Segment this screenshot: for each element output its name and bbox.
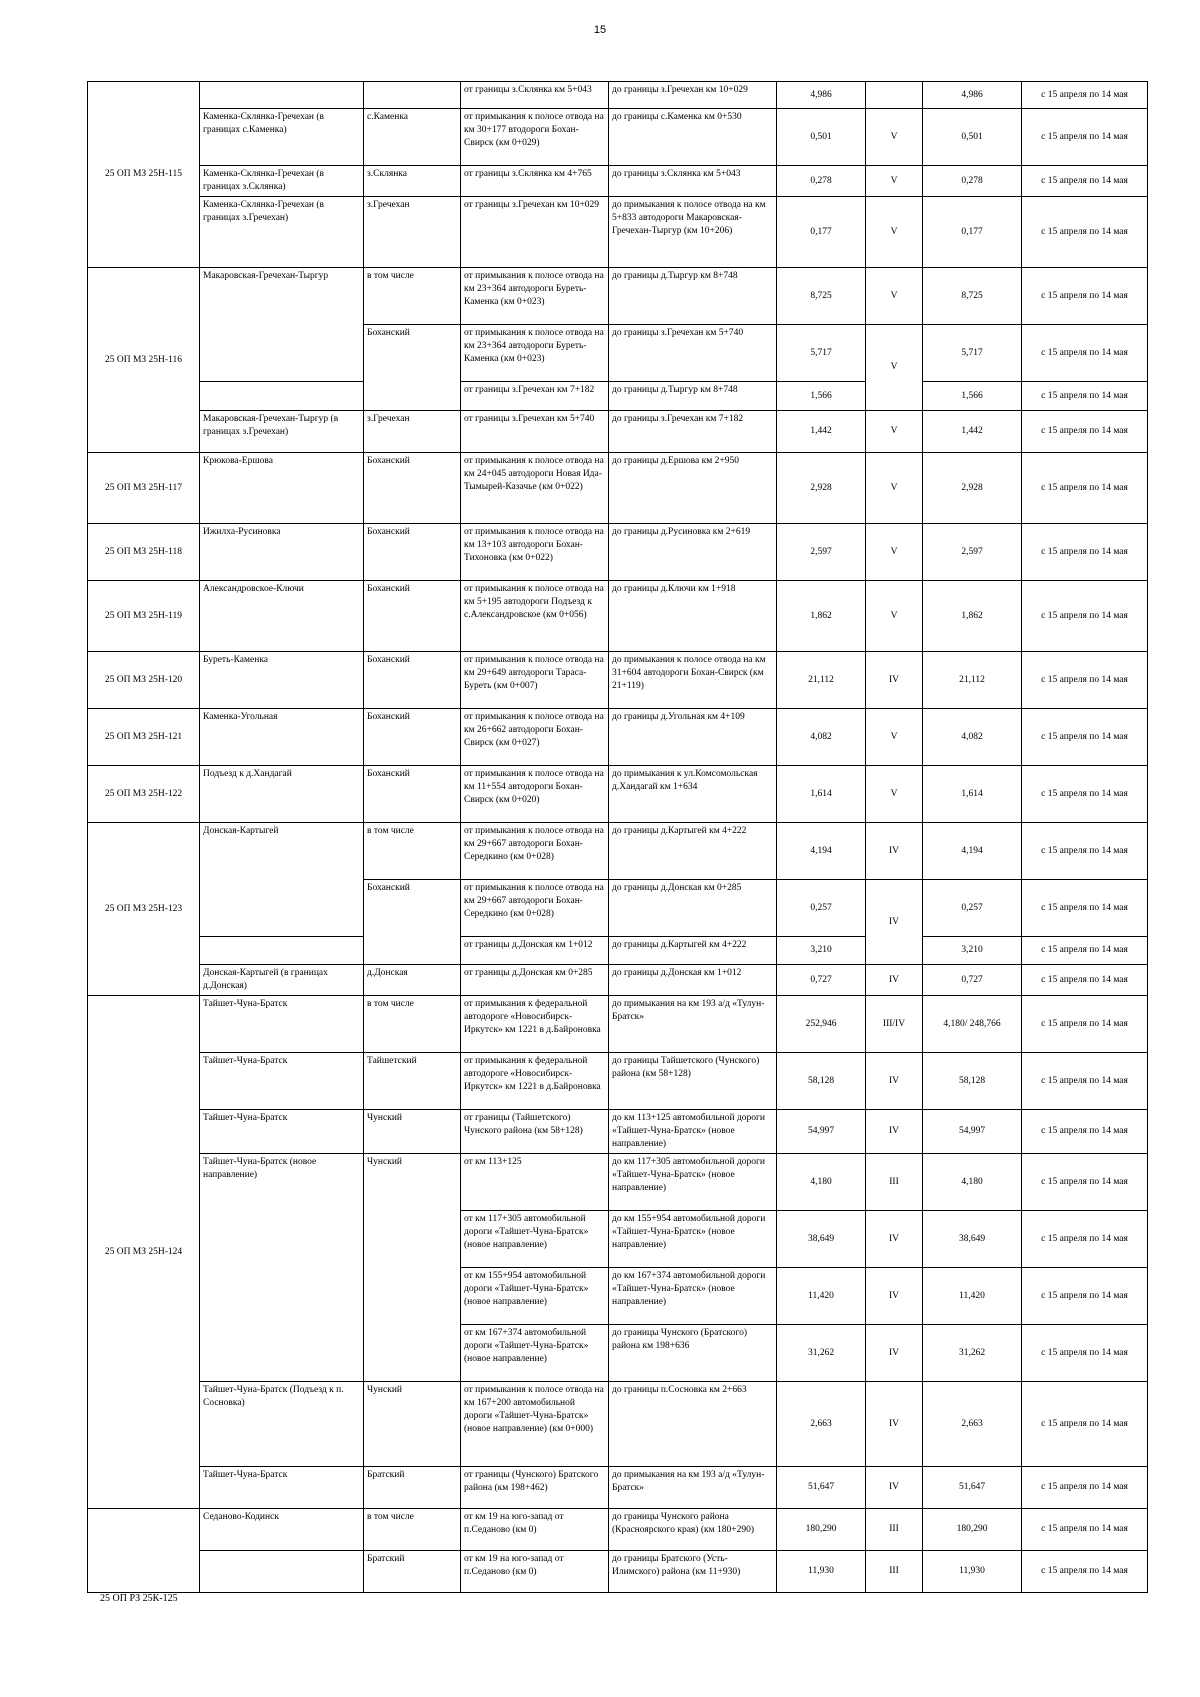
table-row (88, 1053, 1148, 1110)
district: д.Донская (364, 965, 461, 996)
length: 1,614 (777, 766, 866, 823)
road-code: 25 ОП МЗ 25Н-122 (88, 766, 200, 823)
segment-from: от примыкания к полосе отвода на км 29+667 автодороги Бохан-Середкино (км 0+028) (461, 880, 609, 937)
segment-to: до границы Тайшетского (Чунского) района (км 58+128) (609, 1053, 777, 1110)
restricted-length: 3,210 (923, 937, 1022, 965)
restriction-period: с 15 апреля по 14 мая (1022, 166, 1148, 197)
page-number: 15 (593, 24, 607, 36)
length: 180,290 (777, 1509, 866, 1551)
table-row (88, 965, 1148, 996)
segment-to: до границы с.Каменка км 0+530 (609, 109, 777, 166)
length: 0,257 (777, 880, 866, 937)
restriction-period: с 15 апреля по 14 мая (1022, 453, 1148, 524)
road-category: IV (866, 1110, 923, 1154)
segment-from: от границы з.Склянка км 4+765 (461, 166, 609, 197)
table-row (88, 82, 1148, 109)
restriction-period: с 15 апреля по 14 мая (1022, 1551, 1148, 1593)
table-row (88, 996, 1148, 1053)
segment-to: до границы д.Ершова км 2+950 (609, 453, 777, 524)
segment-from: от границы з.Склянка км 5+043 (461, 82, 609, 109)
road-name: Тайшет-Чуна-Братск (200, 996, 364, 1053)
road-name: Буреть-Каменка (200, 652, 364, 709)
segment-to: до границы п.Сосновка км 2+663 (609, 1382, 777, 1467)
district: в том числе (364, 268, 461, 325)
length: 0,278 (777, 166, 866, 197)
restricted-length: 51,647 (923, 1467, 1022, 1509)
restricted-length: 0,177 (923, 197, 1022, 268)
road-category: III (866, 1509, 923, 1551)
road-name: Тайшет-Чуна-Братск (Подъезд к п. Сосновка) (200, 1382, 364, 1467)
segment-to: до границы д.Донская км 1+012 (609, 965, 777, 996)
segment-from: от примыкания к полосе отвода на км 29+649 автодороги Тараса-Буреть (км 0+007) (461, 652, 609, 709)
segment-to: до границы д.Тыргур км 8+748 (609, 268, 777, 325)
road-name: Каменка-Склянка-Гречехан (в границах з.Гречехан) (200, 197, 364, 268)
district: в том числе (364, 1509, 461, 1551)
district: с.Каменка (364, 109, 461, 166)
segment-to: до примыкания к полосе отвода на км 31+604 автодороги Бохан-Свирск (км 21+119) (609, 652, 777, 709)
length: 2,663 (777, 1382, 866, 1467)
district: Боханский (364, 766, 461, 823)
table-row (88, 197, 1148, 268)
road-name: Тайшет-Чуна-Братск (новое направление) (200, 1154, 364, 1382)
table-row (88, 709, 1148, 766)
restricted-length: 2,597 (923, 524, 1022, 581)
district: Боханский (364, 524, 461, 581)
road-category: V (866, 766, 923, 823)
restriction-period: с 15 апреля по 14 мая (1022, 1053, 1148, 1110)
table-row (88, 109, 1148, 166)
restriction-period: с 15 апреля по 14 мая (1022, 82, 1148, 109)
road-category: III/IV (866, 996, 923, 1053)
restriction-period: с 15 апреля по 14 мая (1022, 937, 1148, 965)
length: 54,997 (777, 1110, 866, 1154)
road-name (200, 82, 364, 109)
segment-from: от границы (Тайшетского) Чунского района (км 58+128) (461, 1110, 609, 1154)
segment-to: до границы з.Гречехан км 5+740 (609, 325, 777, 382)
segment-from: от км 19 на юго-запад от п.Седаново (км 0) (461, 1551, 609, 1593)
road-name: Каменка-Угольная (200, 709, 364, 766)
segment-to: до границы Чунского района (Красноярского края) (км 180+290) (609, 1509, 777, 1551)
table-row (88, 453, 1148, 524)
segment-from: от границы з.Гречехан км 10+029 (461, 197, 609, 268)
length: 4,986 (777, 82, 866, 109)
road-category: IV (866, 880, 923, 965)
table-row (88, 524, 1148, 581)
restriction-period: с 15 апреля по 14 мая (1022, 581, 1148, 652)
restriction-period: с 15 апреля по 14 мая (1022, 996, 1148, 1053)
district: Боханский (364, 325, 461, 411)
road-name: Донская-Картыгей (в границах д.Донская) (200, 965, 364, 996)
restriction-period: с 15 апреля по 14 мая (1022, 766, 1148, 823)
length: 3,210 (777, 937, 866, 965)
segment-from: от примыкания к полосе отвода на км 13+103 автодороги Бохан-Тихоновка (км 0+022) (461, 524, 609, 581)
length: 4,082 (777, 709, 866, 766)
restriction-period: с 15 апреля по 14 мая (1022, 1110, 1148, 1154)
segment-to: до км 117+305 автомобильной дороги «Тайшет-Чуна-Братск» (новое направление) (609, 1154, 777, 1211)
road-category: IV (866, 823, 923, 880)
road-code: 25 ОП МЗ 25Н-121 (88, 709, 200, 766)
length: 4,194 (777, 823, 866, 880)
restriction-period: с 15 апреля по 14 мая (1022, 709, 1148, 766)
length: 51,647 (777, 1467, 866, 1509)
road-category: V (866, 709, 923, 766)
restricted-length: 11,420 (923, 1268, 1022, 1325)
district: з.Гречехан (364, 411, 461, 453)
segment-from: от примыкания к полосе отвода на км 29+667 автодороги Бохан-Середкино (км 0+028) (461, 823, 609, 880)
district: Чунский (364, 1382, 461, 1467)
segment-from: от границы д.Донская км 0+285 (461, 965, 609, 996)
restricted-length: 4,986 (923, 82, 1022, 109)
length: 58,128 (777, 1053, 866, 1110)
restricted-length: 1,862 (923, 581, 1022, 652)
district (364, 82, 461, 109)
restriction-period: с 15 апреля по 14 мая (1022, 109, 1148, 166)
road-code: 25 ОП МЗ 25Н-124 (88, 996, 200, 1509)
segment-from: от границы д.Донская км 1+012 (461, 937, 609, 965)
district: Тайшетский (364, 1053, 461, 1110)
segment-from: от примыкания к полосе отвода на км 11+554 автодороги Бохан-Свирск (км 0+020) (461, 766, 609, 823)
segment-to: до границы Чунского (Братского) района км 198+636 (609, 1325, 777, 1382)
length: 4,180 (777, 1154, 866, 1211)
road-code (88, 1509, 200, 1593)
length: 31,262 (777, 1325, 866, 1382)
restriction-period: с 15 апреля по 14 мая (1022, 1509, 1148, 1551)
table-row (88, 1110, 1148, 1154)
restricted-length: 58,128 (923, 1053, 1022, 1110)
segment-to: до км 155+954 автомобильной дороги «Тайшет-Чуна-Братск» (новое направление) (609, 1211, 777, 1268)
restriction-period: с 15 апреля по 14 мая (1022, 411, 1148, 453)
segment-to: до км 167+374 автомобильной дороги «Тайшет-Чуна-Братск» (новое направление) (609, 1268, 777, 1325)
restricted-length: 2,928 (923, 453, 1022, 524)
segment-from: от примыкания к полосе отвода на км 23+364 автодороги Буреть-Каменка (км 0+023) (461, 268, 609, 325)
road-name: Каменка-Склянка-Гречехан (в границах с.Каменка) (200, 109, 364, 166)
restriction-period: с 15 апреля по 14 мая (1022, 1382, 1148, 1467)
restricted-length: 54,997 (923, 1110, 1022, 1154)
table-row (88, 823, 1148, 880)
district: Чунский (364, 1110, 461, 1154)
road-category: V (866, 166, 923, 197)
road-category: V (866, 581, 923, 652)
road-category: IV (866, 965, 923, 996)
segment-to: до границы д.Тыргур км 8+748 (609, 382, 777, 411)
road-category: V (866, 453, 923, 524)
table-row (88, 268, 1148, 325)
length: 2,928 (777, 453, 866, 524)
length: 0,177 (777, 197, 866, 268)
road-code: 25 ОП МЗ 25Н-118 (88, 524, 200, 581)
table-row (88, 652, 1148, 709)
restriction-period: с 15 апреля по 14 мая (1022, 652, 1148, 709)
restricted-length: 11,930 (923, 1551, 1022, 1593)
road-category: IV (866, 1211, 923, 1268)
restricted-length: 180,290 (923, 1509, 1022, 1551)
segment-from: от примыкания к полосе отвода на км 24+045 автодороги Новая Ида-Тымырей-Казачье (км 0+022) (461, 453, 609, 524)
district: Боханский (364, 453, 461, 524)
table-row (88, 166, 1148, 197)
district: в том числе (364, 823, 461, 880)
length: 11,420 (777, 1268, 866, 1325)
road-name: Крюкова-Ершова (200, 453, 364, 524)
road-name: Александровское-Ключи (200, 581, 364, 652)
road-name (200, 382, 364, 411)
restricted-length: 1,566 (923, 382, 1022, 411)
segment-to: до границы з.Гречехан км 10+029 (609, 82, 777, 109)
segment-to: до границы з.Склянка км 5+043 (609, 166, 777, 197)
restricted-length: 1,442 (923, 411, 1022, 453)
segment-from: от км 117+305 автомобильной дороги «Тайшет-Чуна-Братск» (новое направление) (461, 1211, 609, 1268)
district: Боханский (364, 880, 461, 965)
table-row (88, 382, 1148, 411)
road-category: V (866, 268, 923, 325)
district: в том числе (364, 996, 461, 1053)
road-code: 25 ОП МЗ 25Н-123 (88, 823, 200, 996)
restriction-period: с 15 апреля по 14 мая (1022, 1268, 1148, 1325)
restricted-length: 31,262 (923, 1325, 1022, 1382)
segment-from: от км 155+954 автомобильной дороги «Тайшет-Чуна-Братск» (новое направление) (461, 1268, 609, 1325)
length: 0,727 (777, 965, 866, 996)
restriction-period: с 15 апреля по 14 мая (1022, 197, 1148, 268)
road-category: IV (866, 1382, 923, 1467)
table-row (88, 1382, 1148, 1467)
segment-to: до границы д.Русиновка км 2+619 (609, 524, 777, 581)
segment-from: от границы з.Гречехан км 5+740 (461, 411, 609, 453)
road-table (87, 81, 1148, 1593)
road-code: 25 ОП МЗ 25Н-120 (88, 652, 200, 709)
road-category: V (866, 411, 923, 453)
road-name: Тайшет-Чуна-Братск (200, 1110, 364, 1154)
restriction-period: с 15 апреля по 14 мая (1022, 1154, 1148, 1211)
segment-from: от границы з.Гречехан км 7+182 (461, 382, 609, 411)
table-row (88, 411, 1148, 453)
segment-from: от км 113+125 (461, 1154, 609, 1211)
segment-to: до границы д.Угольная км 4+109 (609, 709, 777, 766)
district: Чунский (364, 1154, 461, 1382)
road-name: Седаново-Кодинск (200, 1509, 364, 1551)
segment-from: от примыкания к полосе отвода на км 167+200 автомобильной дороги «Тайшет-Чуна-Братск» (новое направление) (км 0+000) (461, 1382, 609, 1467)
road-category: IV (866, 1467, 923, 1509)
table-row (88, 1467, 1148, 1509)
length: 11,930 (777, 1551, 866, 1593)
length: 1,566 (777, 382, 866, 411)
district: з.Гречехан (364, 197, 461, 268)
road-category: IV (866, 1268, 923, 1325)
length: 5,717 (777, 325, 866, 382)
road-category: V (866, 325, 923, 411)
segment-from: от примыкания к полосе отвода на км 26+662 автодороги Бохан-Свирск (км 0+027) (461, 709, 609, 766)
segment-from: от примыкания к федеральной автодороге «Новосибирск-Иркутск» км 1221 в д.Байроновка (461, 1053, 609, 1110)
district: Братский (364, 1467, 461, 1509)
segment-from: от границы (Чунского) Братского района (км 198+462) (461, 1467, 609, 1509)
road-name: Тайшет-Чуна-Братск (200, 1053, 364, 1110)
segment-to: до границы д.Картыгей км 4+222 (609, 823, 777, 880)
road-name: Макаровская-Гречехан-Тыргур (в границах з.Гречехан) (200, 411, 364, 453)
restriction-period: с 15 апреля по 14 мая (1022, 382, 1148, 411)
road-name: Подъезд к д.Хандагай (200, 766, 364, 823)
restricted-length: 4,194 (923, 823, 1022, 880)
road-category: V (866, 197, 923, 268)
segment-to: до примыкания к ул.Комсомольская д.Хандагай км 1+634 (609, 766, 777, 823)
restricted-length: 38,649 (923, 1211, 1022, 1268)
table-row (88, 937, 1148, 965)
road-category (866, 82, 923, 109)
district: з.Склянка (364, 166, 461, 197)
district: Боханский (364, 581, 461, 652)
restriction-period: с 15 апреля по 14 мая (1022, 823, 1148, 880)
restriction-period: с 15 апреля по 14 мая (1022, 965, 1148, 996)
restricted-length: 5,717 (923, 325, 1022, 382)
restricted-length: 4,082 (923, 709, 1022, 766)
road-name: Донская-Картыгей (200, 823, 364, 937)
segment-to: до примыкания к полосе отвода на км 5+833 автодороги Макаровская-Гречехан-Тыргур (км 10+206) (609, 197, 777, 268)
table-row (88, 1551, 1148, 1593)
restricted-length: 4,180 (923, 1154, 1022, 1211)
restricted-length: 0,278 (923, 166, 1022, 197)
road-category: IV (866, 1325, 923, 1382)
road-name: Тайшет-Чуна-Братск (200, 1467, 364, 1509)
table-row (88, 1154, 1148, 1211)
length: 1,862 (777, 581, 866, 652)
restricted-length: 0,501 (923, 109, 1022, 166)
district: Братский (364, 1551, 461, 1593)
restriction-period: с 15 апреля по 14 мая (1022, 1467, 1148, 1509)
district: Боханский (364, 652, 461, 709)
road-name (200, 937, 364, 965)
segment-to: до примыкания на км 193 а/д «Тулун-Братск» (609, 1467, 777, 1509)
road-name: Макаровская-Гречехан-Тыргур (200, 268, 364, 382)
length: 8,725 (777, 268, 866, 325)
restriction-period: с 15 апреля по 14 мая (1022, 325, 1148, 382)
segment-to: до границы д.Картыгей км 4+222 (609, 937, 777, 965)
restricted-length: 0,257 (923, 880, 1022, 937)
restriction-period: с 15 апреля по 14 мая (1022, 1325, 1148, 1382)
restricted-length: 21,112 (923, 652, 1022, 709)
length: 38,649 (777, 1211, 866, 1268)
segment-to: до км 113+125 автомобильной дороги «Тайшет-Чуна-Братск» (новое направление) (609, 1110, 777, 1154)
table-row (88, 581, 1148, 652)
table-row (88, 1509, 1148, 1551)
road-code: 25 ОП МЗ 25Н-115 (88, 82, 200, 268)
table-row (88, 766, 1148, 823)
road-category: III (866, 1154, 923, 1211)
segment-to: до границы Братского (Усть-Илимского) района (км 11+930) (609, 1551, 777, 1593)
segment-from: от примыкания к полосе отвода на км 30+177 втодороги Бохан-Свирск (км 0+029) (461, 109, 609, 166)
cutoff-road-code: 25 ОП РЗ 25К-125 (100, 1593, 178, 1604)
length: 21,112 (777, 652, 866, 709)
restricted-length: 2,663 (923, 1382, 1022, 1467)
segment-from: от примыкания к полосе отвода на км 23+364 автодороги Буреть-Каменка (км 0+023) (461, 325, 609, 382)
restriction-period: с 15 апреля по 14 мая (1022, 268, 1148, 325)
restricted-length: 0,727 (923, 965, 1022, 996)
segment-to: до примыкания на км 193 а/д «Тулун-Братск» (609, 996, 777, 1053)
restriction-period: с 15 апреля по 14 мая (1022, 880, 1148, 937)
segment-to: до границы д.Ключи км 1+918 (609, 581, 777, 652)
road-category: III (866, 1551, 923, 1593)
road-code: 25 ОП МЗ 25Н-116 (88, 268, 200, 453)
segment-from: от примыкания к полосе отвода на км 5+195 автодороги Подъезд к с.Александровское (км 0+056) (461, 581, 609, 652)
length: 1,442 (777, 411, 866, 453)
restricted-length: 4,180/ 248,766 (923, 996, 1022, 1053)
district: Боханский (364, 709, 461, 766)
segment-to: до границы з.Гречехан км 7+182 (609, 411, 777, 453)
restricted-length: 1,614 (923, 766, 1022, 823)
road-name: Ижилха-Русиновка (200, 524, 364, 581)
road-code: 25 ОП МЗ 25Н-117 (88, 453, 200, 524)
length: 0,501 (777, 109, 866, 166)
road-name: Каменка-Склянка-Гречехан (в границах з.Склянка) (200, 166, 364, 197)
restriction-period: с 15 апреля по 14 мая (1022, 524, 1148, 581)
road-category: IV (866, 1053, 923, 1110)
road-category: V (866, 524, 923, 581)
restricted-length: 8,725 (923, 268, 1022, 325)
restriction-period: с 15 апреля по 14 мая (1022, 1211, 1148, 1268)
segment-to: до границы д.Донская км 0+285 (609, 880, 777, 937)
length: 2,597 (777, 524, 866, 581)
segment-from: от км 19 на юго-запад от п.Седаново (км 0) (461, 1509, 609, 1551)
road-name (200, 1551, 364, 1593)
segment-from: от примыкания к федеральной автодороге «Новосибирск-Иркутск» км 1221 в д.Байроновка (461, 996, 609, 1053)
length: 252,946 (777, 996, 866, 1053)
road-category: IV (866, 652, 923, 709)
segment-from: от км 167+374 автомобильной дороги «Тайшет-Чуна-Братск» (новое направление) (461, 1325, 609, 1382)
road-code: 25 ОП МЗ 25Н-119 (88, 581, 200, 652)
road-category: V (866, 109, 923, 166)
